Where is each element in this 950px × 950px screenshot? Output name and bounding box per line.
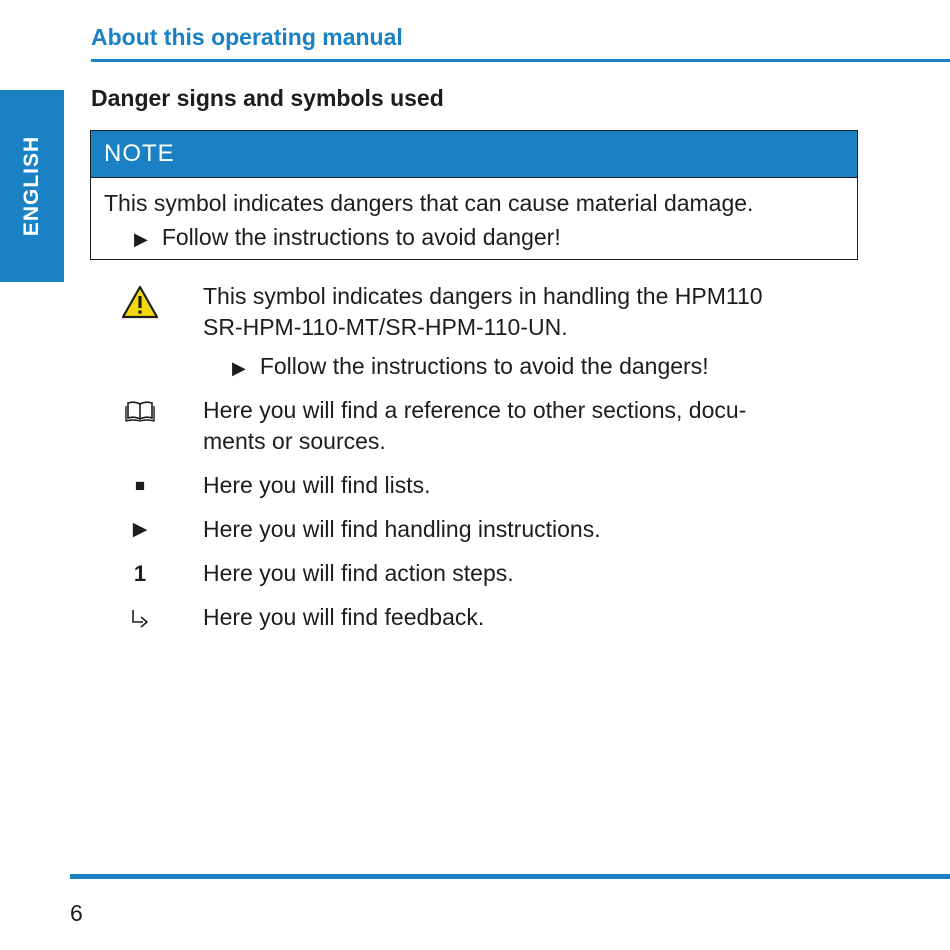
header-divider	[91, 59, 950, 62]
section-title: About this operating manual	[91, 24, 403, 50]
warning-instruction-text: Follow the instructions to avoid the dangers!	[259, 353, 709, 379]
note-instruction	[104, 220, 844, 256]
feedback-arrow-icon	[129, 607, 151, 638]
warning-instruction	[232, 351, 709, 384]
note-label: NOTE	[91, 131, 857, 177]
note-text: This symbol indicates dangers that can cause material damage.	[104, 190, 754, 216]
instructions-symbol-text: Here you will find handling instructions.	[203, 516, 601, 542]
warning-text-line1: This symbol indicates dangers in handling the HPM110	[203, 283, 763, 309]
square-bullet-icon: ■	[134, 476, 146, 495]
reference-symbol-text	[203, 395, 843, 457]
warning-text-line2: SR-HPM-110-MT/SR-HPM-110-UN.	[203, 314, 568, 340]
book-icon	[125, 399, 155, 430]
step-number-marker: 1	[133, 561, 147, 586]
warning-triangle-icon	[121, 285, 159, 327]
page-number: 6	[70, 900, 83, 926]
footer-divider	[70, 874, 950, 879]
note-body	[91, 177, 857, 256]
reference-text-line1: Here you will find a reference to other sections, docu-	[203, 397, 747, 423]
warning-symbol-text	[203, 281, 843, 343]
triangle-arrow-icon: ▶	[134, 229, 148, 249]
note-instruction-text: Follow the instructions to avoid danger!	[161, 224, 561, 250]
triangle-arrow-icon: ▶	[232, 358, 246, 378]
language-tab-label: ENGLISH	[20, 135, 43, 237]
page-heading: Danger signs and symbols used	[91, 85, 444, 111]
feedback-symbol-text: Here you will find feedback.	[203, 604, 485, 630]
reference-text-line2: ments or sources.	[203, 428, 386, 454]
triangle-arrow-icon: ▶	[132, 519, 148, 540]
steps-symbol-text: Here you will find action steps.	[203, 560, 514, 586]
lists-symbol-text: Here you will find lists.	[203, 472, 431, 498]
note-box	[90, 130, 858, 260]
